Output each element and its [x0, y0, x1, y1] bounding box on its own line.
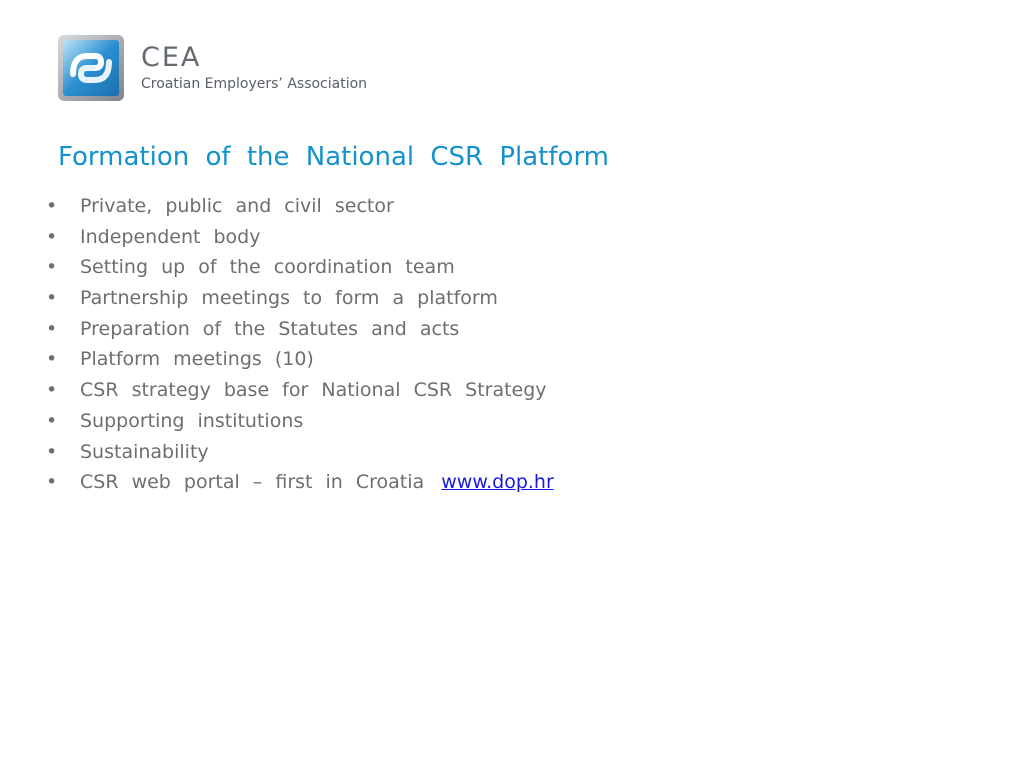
slide-title: Formation of the National CSR Platform: [58, 142, 609, 172]
bullet-dot-icon: •: [46, 409, 58, 432]
bullet-item-independent-body: [44, 223, 554, 254]
bullet-text: Setting up of the coordination team: [80, 256, 455, 279]
bullet-text: Private, public and civil sector: [80, 195, 394, 217]
bullet-item-supporting-institutions: [44, 407, 554, 438]
bullet-text: Platform meetings (10): [80, 348, 314, 371]
bullet-item-partnership-meetings: [44, 284, 554, 315]
bullet-item-platform-meetings: [44, 345, 554, 376]
bullet-list: [44, 192, 554, 499]
bullet-dot-icon: •: [46, 317, 58, 340]
bullet-dot-icon: •: [46, 225, 58, 248]
dop-website-link[interactable]: www.dop.hr: [441, 471, 554, 494]
bullet-item-coordination-team: [44, 253, 554, 284]
bullet-item-private-public-civil: [44, 192, 554, 223]
bullet-text: Sustainability: [80, 440, 209, 463]
logo-text: [141, 43, 367, 93]
bullet-dot-icon: •: [46, 440, 58, 463]
bullet-text: CSR strategy base for National CSR Strategy: [80, 379, 547, 402]
bullet-dot-icon: •: [46, 471, 58, 494]
bullet-dot-icon: •: [46, 348, 58, 371]
logo-abbreviation: CEA: [141, 42, 202, 73]
cea-chain-logo-icon: [57, 34, 125, 102]
bullet-item-csr-strategy-base: [44, 376, 554, 407]
bullet-dot-icon: •: [46, 256, 58, 279]
bullet-text: Partnership meetings to form a platform: [80, 287, 498, 310]
bullet-text: Supporting institutions: [80, 409, 304, 432]
bullet-text: CSR web portal – first in Croatia: [80, 471, 425, 494]
cea-logo: [57, 34, 367, 102]
logo-full-name: Croatian Employers’ Association: [141, 76, 368, 92]
bullet-item-csr-web-portal: [44, 468, 554, 499]
bullet-item-statutes-acts: [44, 315, 554, 346]
bullet-text: Independent body: [80, 225, 261, 248]
bullet-item-sustainability: [44, 438, 554, 469]
bullet-dot-icon: •: [46, 379, 58, 402]
bullet-text: Preparation of the Statutes and acts: [80, 317, 460, 340]
bullet-dot-icon: •: [46, 287, 58, 310]
bullet-dot-icon: •: [46, 195, 58, 217]
